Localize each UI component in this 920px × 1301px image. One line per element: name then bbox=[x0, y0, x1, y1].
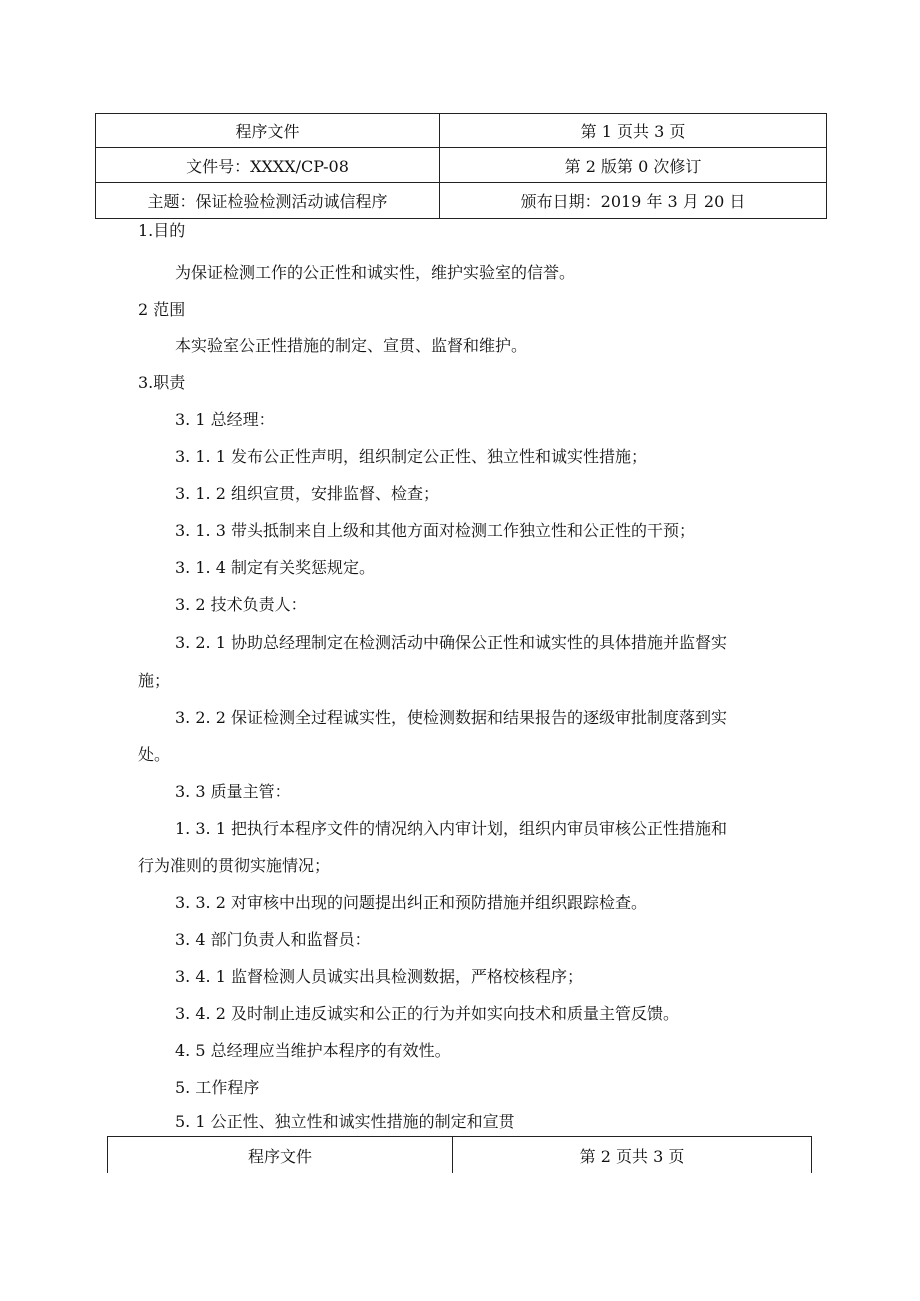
subject-cell: 主题：保证检验检测活动诚信程序 bbox=[96, 183, 440, 219]
paragraph-line: 3. 1. 4 制定有关奖惩规定。 bbox=[175, 558, 375, 577]
paragraph-line: 3. 3. 2 对审核中出现的问题提出纠正和预防措施并组织跟踪检查。 bbox=[175, 893, 647, 912]
paragraph-line-continued: 处。 bbox=[138, 745, 171, 764]
paragraph-line: 3. 1. 3 带头抵制来自上级和其他方面对检测工作独立性和公正性的干预； bbox=[175, 521, 695, 540]
paragraph-line: 3. 4. 1 监督检测人员诚实出具检测数据，严格校核程序； bbox=[175, 967, 583, 986]
section-heading: 5. 工作程序 bbox=[175, 1078, 260, 1097]
paragraph-line: 3. 2. 1 协助总经理制定在检测活动中确保公正性和诚实性的具体措施并监督实 bbox=[175, 633, 727, 652]
subsection-heading: 5. 1 公正性、独立性和诚实性措施的制定和宣贯 bbox=[175, 1112, 515, 1131]
paragraph-line: 3. 2. 2 保证检测全过程诚实性，使检测数据和结果报告的逐级审批制度落到实 bbox=[175, 708, 727, 727]
section-heading: 2 范围 bbox=[138, 300, 186, 319]
paragraph-line-continued: 行为准则的贯彻实施情况； bbox=[138, 856, 331, 875]
page-number-cell: 第 2 页共 3 页 bbox=[453, 1137, 812, 1174]
paragraph-line: 3. 1. 1 发布公正性声明，组织制定公正性、独立性和诚实性措施； bbox=[175, 447, 647, 466]
subsection-heading: 3. 4 部门负责人和监督员： bbox=[175, 930, 371, 949]
version-cell: 第 2 版第 0 次修订 bbox=[440, 148, 827, 183]
page-number-cell: 第 1 页共 3 页 bbox=[440, 114, 827, 148]
doc-type-cell: 程序文件 bbox=[96, 114, 440, 148]
doc-type-cell: 程序文件 bbox=[108, 1137, 453, 1174]
paragraph-line: 1. 3. 1 把执行本程序文件的情况纳入内审计划，组织内审员审核公正性措施和 bbox=[175, 819, 727, 838]
subsection-heading: 3. 3 质量主管： bbox=[175, 782, 291, 801]
page-2-header-table bbox=[107, 1136, 812, 1173]
subsection-heading: 3. 2 技术负责人： bbox=[175, 595, 307, 614]
section-heading: 3.职责 bbox=[138, 373, 186, 392]
paragraph-line: 本实验室公正性措施的制定、宣贯、监督和维护。 bbox=[175, 336, 528, 355]
file-number-cell: 文件号：XXXX/CP-08 bbox=[96, 148, 440, 183]
paragraph-line: 4. 5 总经理应当维护本程序的有效性。 bbox=[175, 1041, 451, 1060]
paragraph-line: 3. 4. 2 及时制止违反诚实和公正的行为并如实向技术和质量主管反馈。 bbox=[175, 1004, 679, 1023]
section-heading: 1.目的 bbox=[138, 221, 186, 240]
paragraph-line-continued: 施； bbox=[138, 671, 171, 690]
paragraph-line: 为保证检测工作的公正性和诚实性，维护实验室的信誉。 bbox=[175, 263, 576, 282]
subsection-heading: 3. 1 总经理： bbox=[175, 410, 275, 429]
page-1-header-table bbox=[95, 113, 827, 219]
issue-date-cell: 颁布日期：2019 年 3 月 20 日 bbox=[440, 183, 827, 219]
paragraph-line: 3. 1. 2 组织宣贯，安排监督、检查； bbox=[175, 484, 439, 503]
